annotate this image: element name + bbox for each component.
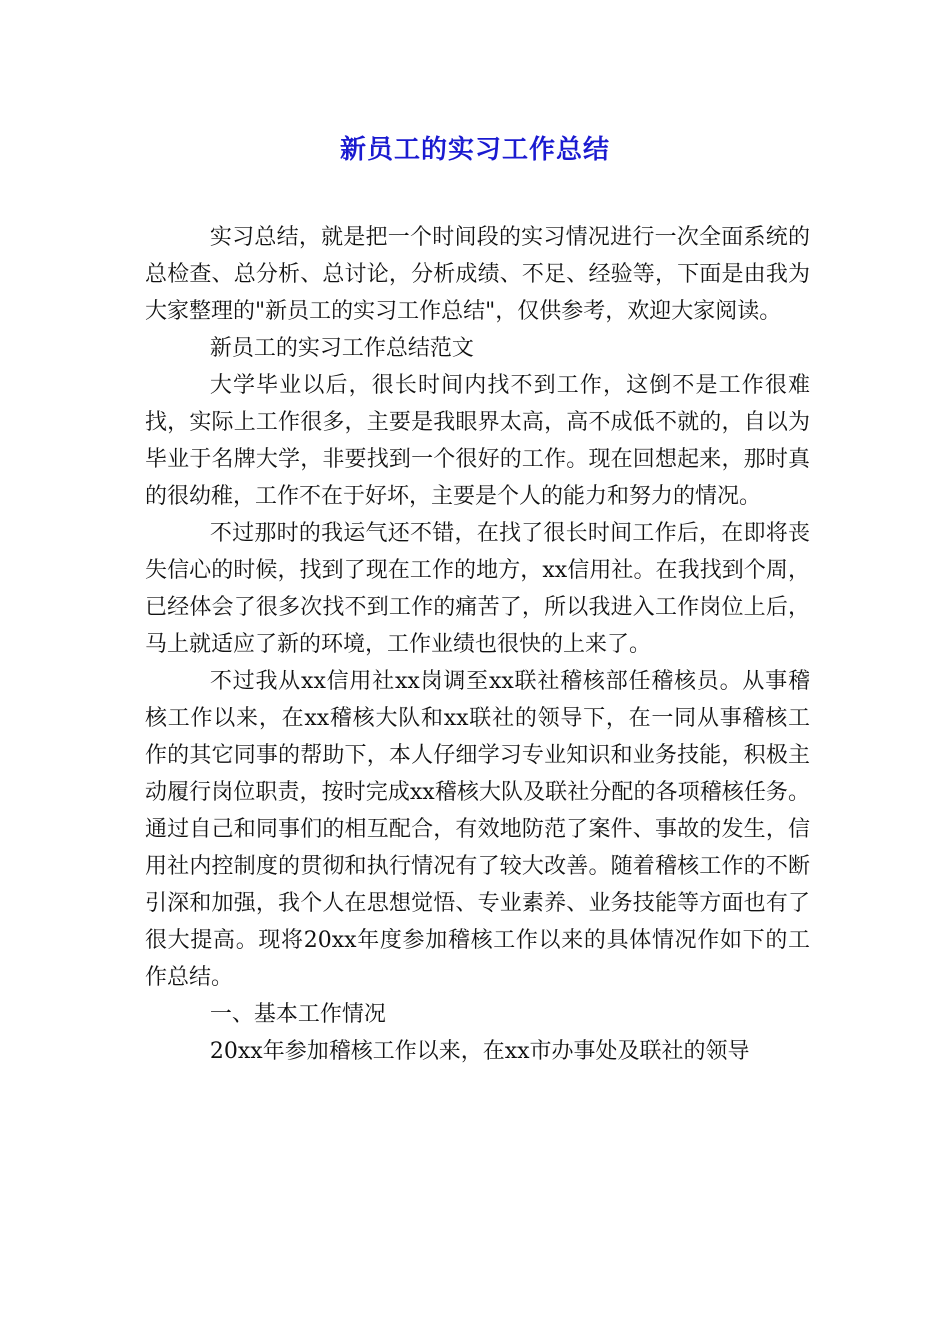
document-body: [145, 219, 810, 1070]
paragraph-job-found: 不过那时的我运气还不错，在找了很长时间工作后，在即将丧失信心的时候，找到了现在工作的地方，xx信用社。在我找到个周，已经体会了很多次找不到工作的痛苦了，所以我进入工作岗位上后，马上就适应了新的环境，工作业绩也很快的上来了。: [145, 521, 810, 657]
paragraph-audit-work: 不过我从xx信用社xx岗调至xx联社稽核部任稽核员。从事稽核工作以来，在xx稽核大队和xx联社的领导下，在一同从事稽核工作的其它同事的帮助下，本人仔细学习专业知识和业务技能，积极主动履行岗位职责，按时完成xx稽核大队及联社分配的各项稽核任务。通过自己和同事们的相互配合，有效地防范了案件、事故的发生，信用社内控制度的贯彻和执行情况有了较大改善。随着稽核工作的不断引深和加强，我个人在思想觉悟、专业素养、业务技能等方面也有了很大提高。现将20xx年度参加稽核工作以来的具体情况作如下的工作总结。: [145, 669, 810, 990]
section-heading-basic-work: 一、基本工作情况: [209, 1002, 386, 1027]
paragraph-intro: 实习总结，就是把一个时间段的实习情况进行一次全面系统的总检查、总分析、总讨论，分析成绩、不足、经验等，下面是由我为大家整理的"新员工的实习工作总结"，仅供参考，欢迎大家阅读。: [145, 225, 810, 324]
paragraph-graduation: 大学毕业以后，很长时间内找不到工作，这倒不是工作很难找，实际上工作很多，主要是我眼界太高，高不成低不就的，自以为毕业于名牌大学，非要找到一个很好的工作。现在回想起来，那时真的很幼稚，工作不在于好坏，主要是个人的能力和努力的情况。: [145, 373, 810, 509]
document-title: 新员工的实习工作总结: [339, 135, 610, 165]
paragraph-subtitle: 新员工的实习工作总结范文: [209, 336, 474, 361]
paragraph-basic-work: 20xx年参加稽核工作以来，在xx市办事处及联社的领导: [209, 1039, 750, 1064]
